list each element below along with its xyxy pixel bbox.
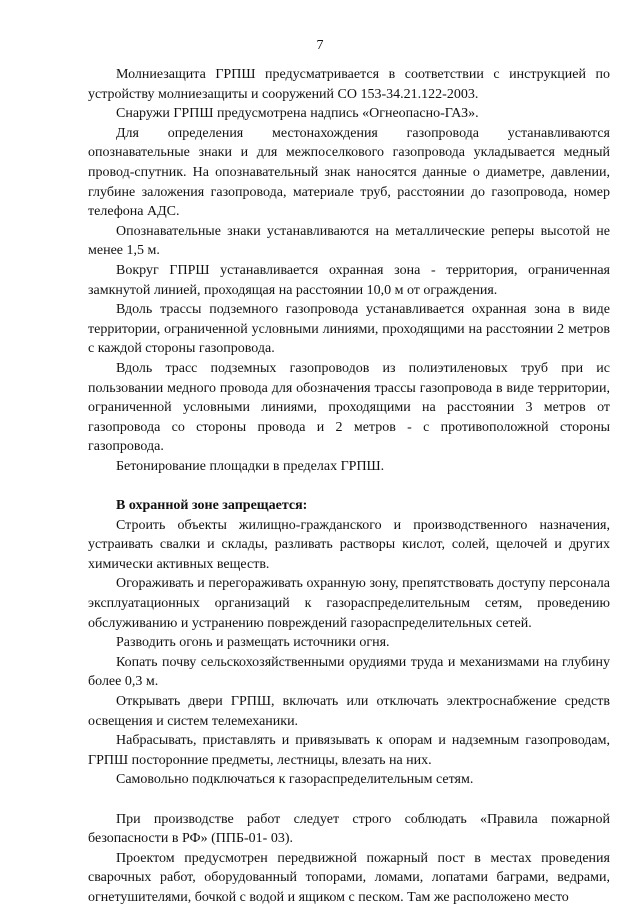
paragraph-concreting: Бетонирование площадки в пределах ГРПШ. — [116, 458, 385, 474]
paragraph-identification-signs: Для определения местонахождения газопровода устанавливаются опознавательные знаки и для межпоселкового газопровода укладывается медный провод-спутник. На опознавательный знак наносятся данные о диаметре, давлении, глубине заложения газопровода, материале труб, расстоянии до газопровода, номер телефона АДС. — [88, 125, 610, 220]
page-number: 7 — [316, 38, 324, 53]
restriction-item: Самовольно подключаться к газораспределительным сетям. — [116, 772, 474, 788]
restriction-item: Открывать двери ГРПШ, включать или отключать электроснабжение средств освещения и систем телемеханики. — [88, 694, 610, 729]
spacer — [88, 476, 610, 496]
restriction-item: Огораживать и перегораживать охранную зону, препятствовать доступу персонала эксплуатационных организаций к газораспределительным сетям, проведению обслуживанию и устранению повреждений газораспределительных сетей. — [88, 576, 610, 631]
restriction-item: Разводить огонь и размещать источники огня. — [116, 635, 390, 651]
paragraph-lightning-protection: Молниезащита ГРПШ предусматривается в соответствии с инструкцией по устройству молниезащиты и сооружений СО 153-34.21.122-2003. — [88, 67, 610, 102]
paragraph-protection-zone-polyethylene: Вдоль трасс подземных газопроводов из полиэтиленовых труб при ис пользовании медного провода для обозначения трассы газопровода в виде территории, ограниченной условными линиями, проходящими на расстоянии 3 метров от газопровода со стороны провода и 2 метров - с противоположной стороны газопровода. — [88, 360, 610, 455]
paragraph-fire-post: Проектом предусмотрен передвижной пожарный пост в местах проведения сварочных работ, оборудованный топорами, ломами, лопатами баграми, ведрами, огнетушителями, бочкой с водой и ящиком с песком. Там же расположено место — [88, 850, 610, 905]
paragraph-outside-inscription: Снаружи ГРПШ предусмотрена надпись «Огнеопасно-ГАЗ». — [116, 106, 479, 122]
restriction-item: Строить объекты жилищно-гражданского и производственного назначения, устраивать свалки и склады, разливать растворы кислот, солей, щелочей и других химически активных веществ. — [88, 517, 610, 572]
paragraph-protection-zone-grpsh: Вокруг ГПРШ устанавливается охранная зона - территория, ограниченная замкнутой линией, проходящая на расстоянии 10,0 м от ограждения. — [88, 262, 610, 298]
paragraph-fire-safety-rules: При производстве работ следует строго соблюдать «Правила пожарной безопасности в РФ» (ППБ-01- 03). — [88, 811, 610, 847]
restriction-item: Копать почву сельскохозяйственными орудиями труда и механизмами на глубину более 0,3 м. — [88, 654, 610, 690]
paragraph-protection-zone-underground: Вдоль трассы подземного газопровода устанавливается охранная зона в виде территории, ограниченной условными линиями, проходящими на расстоянии 2 метров с каждой стороны газопровода. — [88, 302, 610, 357]
spacer — [88, 790, 610, 810]
restriction-item: Набрасывать, приставлять и привязывать к опорам и надземным газопроводам, ГРПШ посторонние предметы, лестницы, влезать на них. — [88, 733, 610, 768]
paragraph-sign-mounting: Опознавательные знаки устанавливаются на металлические реперы высотой не менее 1,5 м. — [88, 223, 610, 259]
section-heading-restrictions: В охранной зоне запрещается: — [116, 498, 308, 514]
page-content — [88, 65, 610, 908]
